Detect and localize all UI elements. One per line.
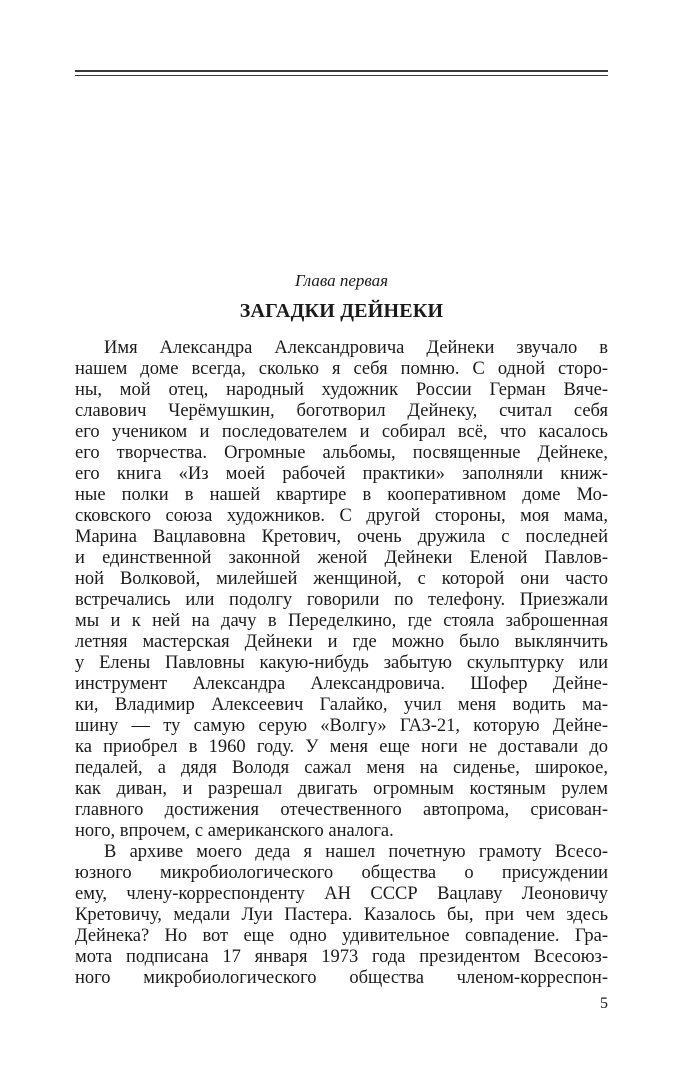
- text-line: ной Волковой, милейшей женщиной, с которой они часто: [75, 569, 608, 589]
- text-line: ного микробиологического общества членом-корреспон-: [75, 968, 608, 988]
- text-line: ного, впрочем, с американского аналога.: [75, 821, 394, 841]
- text-line: у Елены Павловны какую-нибудь забытую скульптурку или: [75, 653, 608, 673]
- text-line: его учеником и последователем и собирал всё, что касалось: [75, 422, 608, 442]
- header-rule-bottom: [75, 75, 608, 76]
- header-rule-top: [75, 70, 608, 72]
- text-line: Имя Александра Александровича Дейнеки звучало в: [104, 338, 608, 358]
- text-line: ки, Владимир Алексеевич Галайко, учил меня водить ма-: [75, 695, 608, 715]
- text-line: его творчества. Огромные альбомы, посвященные Дейнеке,: [75, 443, 608, 463]
- paragraph: [75, 842, 608, 989]
- text-line: Марина Вацлавовна Кретович, очень дружила с последней: [75, 527, 608, 547]
- chapter-label: Глава первая: [294, 271, 389, 290]
- text-line: мы и к ней на дачу в Переделкино, где стояла заброшенная: [75, 611, 608, 631]
- text-line: Кретовичу, медали Луи Пастера. Казалось бы, при чем здесь: [75, 905, 608, 925]
- text-line: Дейнека? Но вот еще одно удивительное совпадение. Гра-: [75, 926, 608, 946]
- text-line: ны, мой отец, народный художник России Герман Вяче-: [75, 380, 608, 400]
- text-line: сковского союза художников. С другой стороны, моя мама,: [75, 506, 608, 526]
- text-line: славович Черёмушкин, боготворил Дейнеку, считал себя: [75, 401, 608, 421]
- text-line: В архиве моего деда я нашел почетную грамоту Всесо-: [104, 842, 608, 862]
- text-line: летняя мастерская Дейнеки и где можно было выклянчить: [75, 632, 608, 652]
- text-line: как диван, и разрешал двигать огромным костяным рулем: [75, 779, 608, 799]
- text-line: ка приобрел в 1960 году. У меня еще ноги не доставали до: [75, 737, 608, 757]
- text-line: ему, члену-корреспонденту АН СССР Вацлаву Леоновичу: [75, 884, 608, 904]
- text-line: и единственной законной женой Дейнеки Еленой Павлов-: [75, 548, 608, 568]
- page-number: 5: [600, 995, 608, 1012]
- text-line: главного достижения отечественного автопрома, срисован-: [75, 800, 608, 820]
- text-line: шину — ту самую серую «Волгу» ГАЗ-21, которую Дейне-: [75, 716, 608, 736]
- text-line: педалей, а дядя Володя сажал меня на сиденье, широкое,: [75, 758, 608, 778]
- chapter-title: ЗАГАДКИ ДЕЙНЕКИ: [239, 300, 444, 322]
- text-line: встречались или подолгу говорили по телефону. Приезжали: [75, 590, 608, 610]
- text-line: мота подписана 17 января 1973 года президентом Всесоюз-: [75, 947, 608, 967]
- text-line: инструмент Александра Александровича. Шофер Дейне-: [75, 674, 608, 694]
- text-line: его книга «Из моей рабочей практики» заполняли книж-: [75, 464, 608, 484]
- text-line: нашем доме всегда, сколько я себя помню. С одной сторо-: [75, 359, 608, 379]
- text-line: ные полки в нашей квартире в кооперативном доме Мо-: [75, 485, 608, 505]
- paragraph: [75, 338, 608, 842]
- body-text: [75, 338, 608, 989]
- text-line: юзного микробиологического общества о присуждении: [75, 863, 608, 883]
